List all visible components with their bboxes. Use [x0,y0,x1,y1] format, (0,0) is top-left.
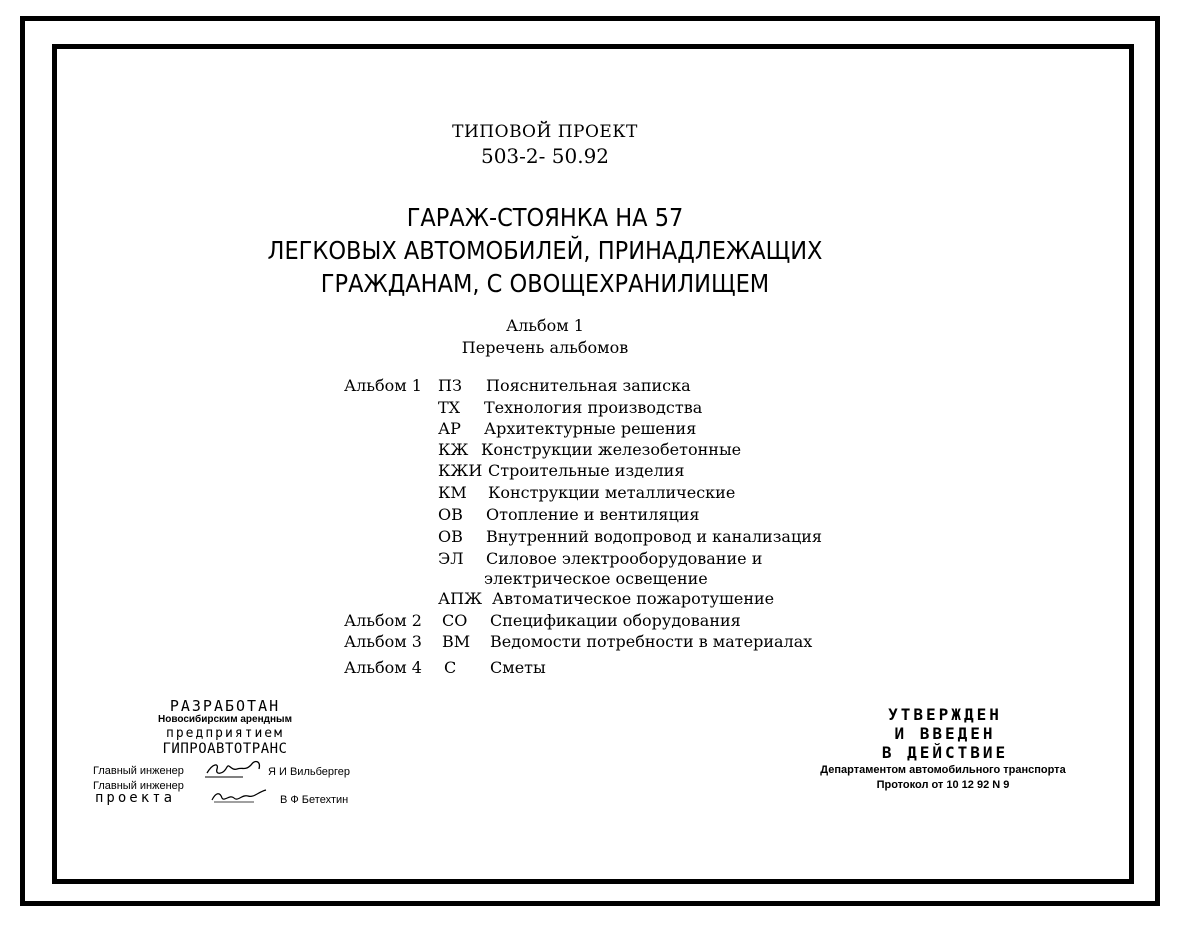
album-desc: Конструкции железобетонные [481,440,742,459]
title-line-3: ГРАЖДАНАМ, С ОВОЩЕХРАНИЛИЩЕМ [320,269,770,298]
album-heading: Альбом 1 [506,316,584,335]
approval-line-1: УТВЕРЖДЕН [888,705,1002,724]
album-desc: Отопление и вентиляция [486,505,700,524]
album-code: ОВ [438,505,463,524]
album-code: КЖИ [438,461,483,480]
album-desc: Силовое электрооборудование и [486,549,763,568]
developer-org-line2: предприятием [166,726,284,741]
project-engineer-signature [208,786,272,806]
album-code: С [444,658,457,677]
project-engineer-label: Главный инженер [93,780,184,792]
approval-line-2: И ВВЕДЕН [894,724,996,743]
album-label: Альбом 2 [344,611,422,630]
album-label: Альбом 4 [344,658,422,677]
approval-line-3: В ДЕЙСТВИЕ [881,743,1009,762]
album-desc: Конструкции металлические [488,483,736,502]
album-desc: Ведомости потребности в материалах [490,632,813,651]
project-type: ТИПОВОЙ ПРОЕКТ [452,122,638,142]
album-code: ПЗ [438,376,462,395]
album-desc: Архитектурные решения [484,419,697,438]
album-desc: Сметы [490,658,546,677]
album-desc: Пояснительная записка [486,376,691,395]
approval-protocol: Протокол от 10 12 92 N 9 [876,779,1010,791]
title-line-1: ГАРАЖ-СТОЯНКА НА 57 [406,203,684,232]
album-desc: Автоматическое пожаротушение [492,589,775,608]
album-code: ЭЛ [438,549,464,568]
chief-engineer-signature [203,755,265,781]
project-engineer-label-2: проекта [95,790,176,806]
approval-authority: Департаментом автомобильного транспорта [820,764,1066,776]
title-line-2: ЛЕГКОВЫХ АВТОМОБИЛЕЙ, ПРИНАДЛЕЖАЩИХ [267,236,823,265]
project-engineer-name: В Ф Бетехтин [280,794,349,806]
album-desc: Строительные изделия [488,461,685,480]
album-subheading: Перечень альбомов [461,338,629,357]
album-desc: Технология производства [484,398,703,417]
album-code: ТХ [438,398,461,417]
approval-block [840,705,1050,762]
chief-engineer-name: Я И Вильбергер [268,766,351,778]
album-desc: Спецификации оборудования [490,611,741,630]
developer-heading: РАЗРАБОТАН [169,697,281,715]
developer-block [150,698,300,758]
album-code: КЖ [438,440,469,459]
album-code: ВМ [442,632,471,651]
album-label: Альбом 1 [344,376,422,395]
album-code: КМ [438,483,467,502]
album-desc: Внутренний водопровод и канализация [486,527,823,546]
album-desc: электрическое освещение [484,569,708,588]
album-code: АР [438,419,461,438]
developer-org-line1: Новосибирским арендным [158,714,292,725]
project-number: 503-2- 50.92 [480,144,610,168]
album-code: ОВ [438,527,463,546]
album-label: Альбом 3 [344,632,422,651]
album-code: СО [442,611,468,630]
chief-engineer-label: Главный инженер [93,765,184,777]
developer-org-name: ГИПРОАВТОТРАНС [162,741,288,757]
album-code: АПЖ [438,589,483,608]
